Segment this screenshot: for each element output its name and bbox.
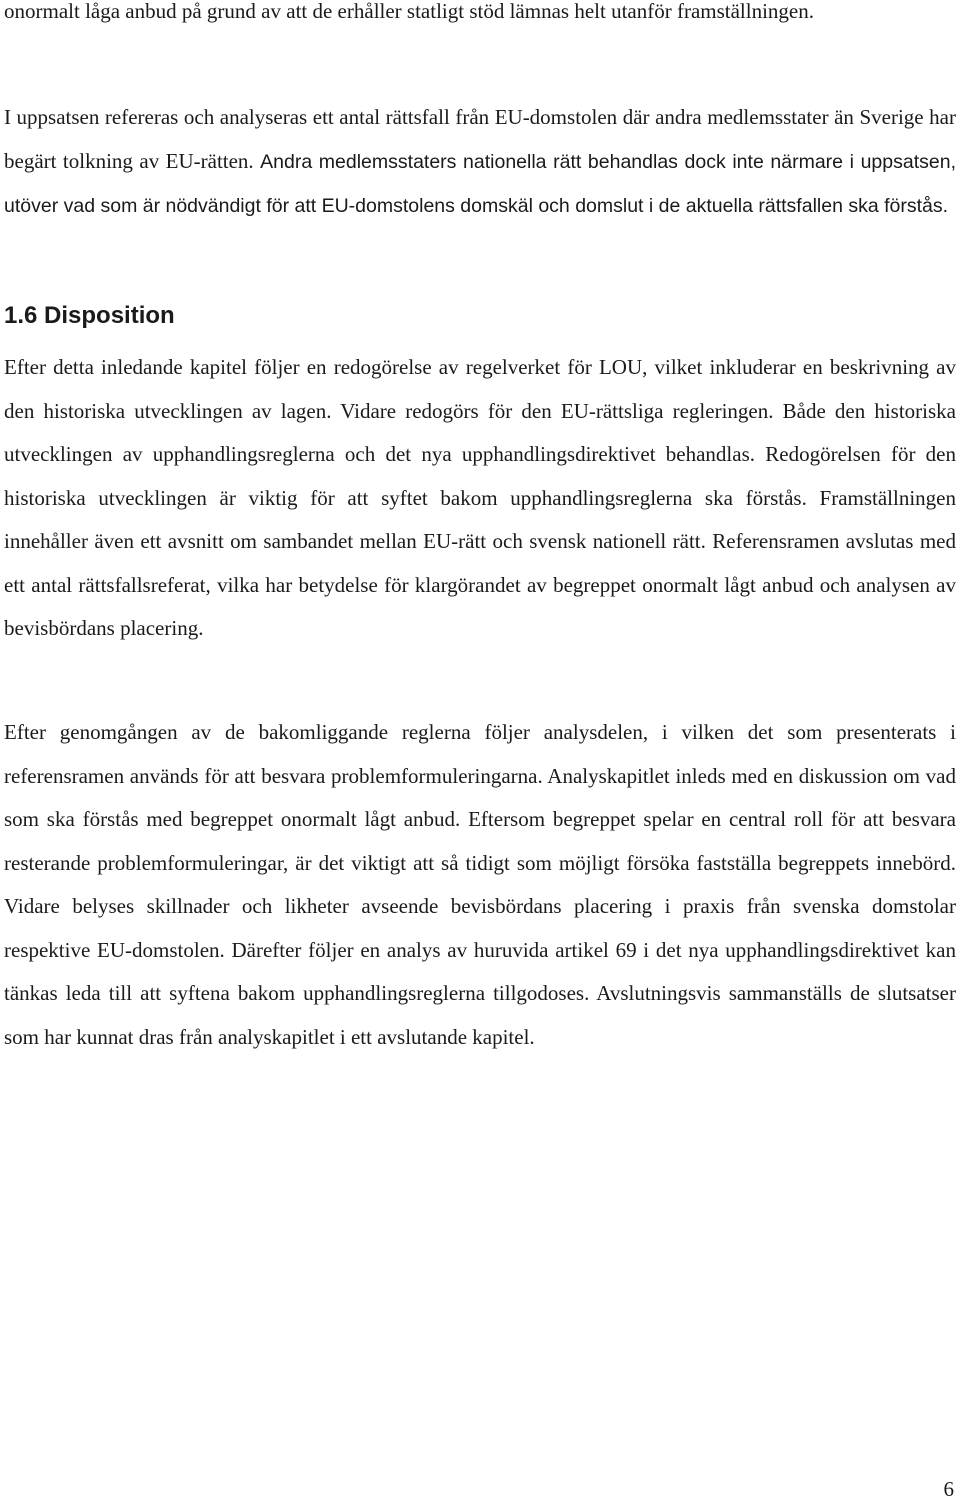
disposition-paragraph-2: Efter genomgången av de bakomliggande reglerna följer analysdelen, i vilken det som presenterats i referensramen används för att besvara problemformuleringarna. Analyskapitlet inleds med en diskussion om vad som ska förstås med begreppet onormalt lågt anbud. Eftersom begreppet spelar en central roll för att besvara resterande problemformuleringar, är det viktigt att så tidigt som möjligt försöka fastställa begreppets innebörd. Vidare belyses skillnader och likheter avseende bevisbördans placering i praxis från svenska domstolar respektive EU-domstolen. Därefter följer en analys av huruvida artikel 69 i det nya upphandlingsdirektivet kan tänkas leda till att syftena bakom upphandlingsreglerna tillgodoses. Avslutningsvis sammanställs de slutsatser som har kunnat dras från analyskapitlet i ett avslutande kapitel. — [4, 720, 956, 1049]
intro-paragraph-continuation — [4, 0, 956, 34]
section-heading-disposition: 1.6 Disposition — [4, 302, 175, 329]
intro-text-1: onormalt låga anbud på grund av att de erhåller statligt stöd lämnas helt utanför framställningen. — [4, 0, 815, 23]
intro-text-2: I uppsatsen refereras och analyseras ett antal rättsfall från EU-domstolen där andra medlemsstater än Sverige har begärt tolkning av EU-rätten. — [4, 105, 956, 173]
page-number: 6 — [943, 1477, 954, 1501]
intro-paragraph-scope — [4, 96, 956, 229]
intro-text-3: Andra medlemsstaters nationella rätt behandlas dock inte närmare i uppsatsen, utöver vad som är nödvändigt för att EU-domstolens domskäl och domslut i de aktuella rättsfallen ska förstås. — [4, 150, 956, 217]
disposition-paragraph-1: Efter detta inledande kapitel följer en redogörelse av regelverket för LOU, vilket inkluderar en beskrivning av den historiska utvecklingen av lagen. Vidare redogörs för den EU-rättsliga regleringen. Både den historiska utvecklingen av upphandlingsreglerna och det nya upphandlingsdirektivet behandlas. Redogörelsen för den historiska utvecklingen är viktig för att syftet bakom upphandlingsreglerna ska förstås. Framställningen innehåller även ett avsnitt om sambandet mellan EU-rätt och svensk nationell rätt. Referensramen avslutas med ett antal rättsfallsreferat, vilka har betydelse för klargörandet av begreppet onormalt lågt anbud och analysen av bevisbördans placering. — [4, 355, 956, 640]
